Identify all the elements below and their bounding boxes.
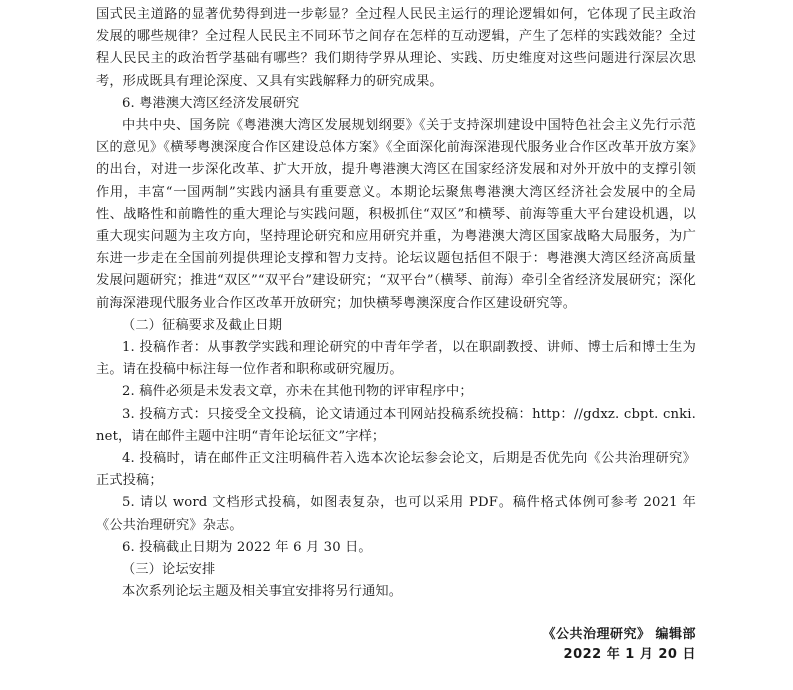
topic-6-body: 中共中央、国务院《粤港澳大湾区发展规划纲要》《关于支持深圳建设中国特色社会主义先行示范区的意见》《横琴粤澳深度合作区建设总体方案》《全面深化前海深港现代服务业合作区改革开放方案》的出台，对进一步深化改革、扩大开放，提升粤港澳大湾区在国家经济发展和对外开放中的支撑引领作用，丰富“一国两制”实践内涵具有重要意义。本期论坛聚焦粤港澳大湾区经济社会发展中的全局性、战略性和前瞻性的重大理论与实践问题，积极抓住“双区”和横琴、前海等重大平台建设机遇，以重大现实问题为主攻方向，坚持理论研究和应用研究并重，为粤港澳大湾区国家战略大局服务，为广东进一步走在全国前列提供理论支撑和智力支持。论坛议题包括但不限于：粤港澳大湾区经济高质量发展问题研究；推进“双区”“双平台”建设研究；“双平台”（横琴、前海）牵引全省经济发展研究；深化前海深港现代服务业合作区改革开放研究；加快横琴粤澳深度合作区建设研究等。 xyxy=(96,118,696,311)
requirement-item-5: 5. 请以 word 文档形式投稿，如图表复杂，也可以采用 PDF。稿件格式体例可参考 2021 年《公共治理研究》杂志。 xyxy=(96,495,696,533)
requirement-item-1: 1. 投稿作者：从事教学实践和理论研究的中青年学者，以在职副教授、讲师、博士后和博士生为主。请在投稿中标注每一位作者和职称或研究履历。 xyxy=(96,340,696,378)
signature-date: 2022 年 1 月 20 日 xyxy=(563,647,696,662)
intro-paragraph: 国式民主道路的显著优势得到进一步彰显？全过程人民民主运行的理论逻辑如何，它体现了民主政治发展的哪些规律？全过程人民民主不同环节之间存在怎样的互动逻辑，产生了怎样的实践效能？全过程人民民主的政治哲学基础有哪些？我们期待学界从理论、实践、历史维度对这些问题进行深层次思考，形成既具有理论深度、又具有实践解释力的研究成果。 xyxy=(96,7,696,89)
topic-6-title: 6. 粤港澳大湾区经济发展研究 xyxy=(122,95,300,111)
document-body xyxy=(96,4,696,603)
requirement-item-3: 3. 投稿方式：只接受全文投稿，论文请通过本刊网站投稿系统投稿：http：//gdxz. cbpt. cnki. net，请在邮件主题中注明“青年论坛征文”字样； xyxy=(96,406,696,444)
section-3-title: （三）论坛安排 xyxy=(122,562,216,578)
requirement-item-4: 4. 投稿时，请在邮件正文注明稿件若入选本次论坛参会论文，后期是否优先向《公共治理研究》正式投稿； xyxy=(96,451,696,489)
section-2-title: （二）征稿要求及截止日期 xyxy=(122,317,283,333)
requirement-item-2: 2. 稿件必须是未发表文章，亦未在其他刊物的评审程序中； xyxy=(122,384,473,400)
requirement-item-6: 6. 投稿截止日期为 2022 年 6 月 30 日。 xyxy=(122,539,372,555)
signature-editor: 《公共治理研究》 编辑部 xyxy=(542,627,696,642)
section-3-body: 本次系列论坛主题及相关事宜安排将另行通知。 xyxy=(122,584,403,600)
